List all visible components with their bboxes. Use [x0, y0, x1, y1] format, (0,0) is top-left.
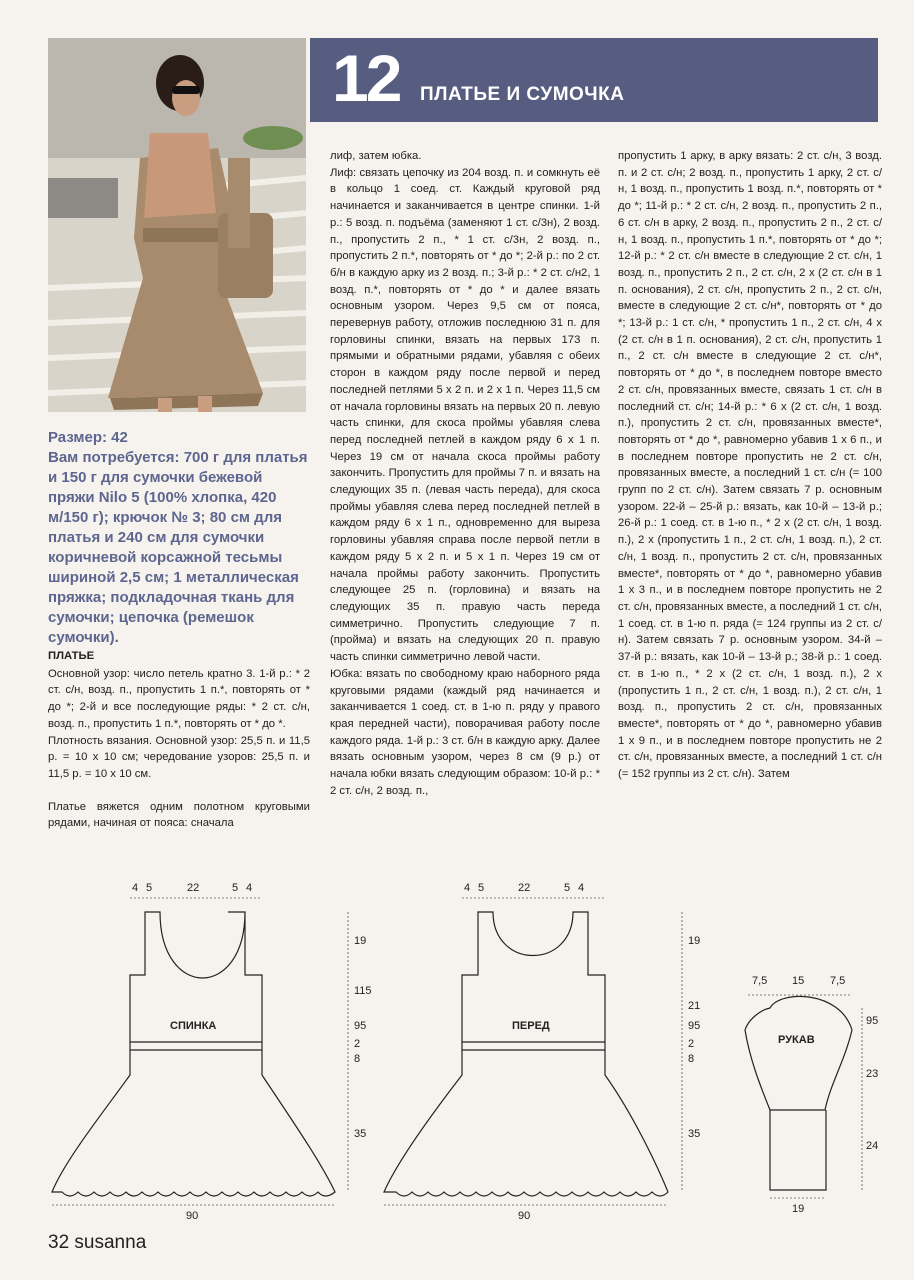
- sleeve-dim-bottom: 19: [792, 1203, 805, 1215]
- back-dim-right-3: 95: [354, 1020, 367, 1032]
- bodice-instructions: Лиф: связать цепочку из 204 возд. п. и сомкнуть её в кольцо 1 соед. ст. Каждый круговой ряд начинается и заканчивается в центре спинки. 1-й р.: 5 возд. п. подъёма (заменяют 1 ст. с/3н), 2 возд. п., пропустить 2 п., * 1 ст. с/3н, 2 возд. п., пропустить 2 п.*, повторять от * до *; 2-й р.: по 2 ст. б/н в каждую арку из 2 возд. п.; 3-й р.: * 2 ст. с/н2, 1 возд. п.*, повторять от * до * и далее вязать основным узором. Через 9,5 см от пояса, перевернув работу, отложив последнюю 31 п. для горловины спинки, вязать на первых 173 п. прямыми и обратными рядами, убавляя с обеих сторон в каждом ряду после первой и перед последней петлями 5 х 2 п. и 2 х 1 п. Через 11,5 см от начала горловины вязать на первых 20 п. левую часть спинки, для скоса проймы убавляя слева перед последней петлей в каждом ряду 6 х 1 п. Через 19 см от начала скоса проймы работу закончить. Пропустить для проймы 7 п. и вязать на следующих 35 п. (левая часть переда), для скоса проймы убавляя слева перед последней петлей в каждом ряду 6 х 1 п., одновременно для выреза горловины убавляя справа после первой петли в каждом ряду 5 х 2 п. и 5 х 1 п. Через 19 см от начала проймы работу закончить. Пропустить следующее 25 п. (горловина) и вязать на следующих 35 п. правую часть переда симметрично. Пропустить следующие 7 п. (пройма) и вязать на следующих 20 п. правую часть спинки симметрично левой части.: [330, 166, 600, 664]
- sleeve-dim-right-1: 95: [866, 1015, 879, 1027]
- front-dim-right-3: 95: [688, 1020, 701, 1032]
- sleeve-dim-top-1: 7,5: [752, 975, 768, 987]
- front-dim-right-1: 19: [688, 935, 701, 947]
- front-dim-bottom: 90: [518, 1210, 531, 1222]
- back-dim-right-4: 2: [354, 1038, 361, 1050]
- front-dim-right-6: 35: [688, 1128, 701, 1140]
- sleeve-dim-top-3: 7,5: [830, 975, 846, 987]
- sleeve-label: РУКАВ: [778, 1034, 815, 1046]
- front-dim-top-1: 4: [464, 882, 471, 894]
- article-title: ПЛАТЬЕ И СУМОЧКА: [420, 84, 625, 105]
- skirt-instructions: Юбка: вязать по свободному краю наборного ряда круговыми рядами (каждый ряд начинается и заканчивается 1 соед. ст. в 1-ю п. ряду у правого края передней части), поворачивая работу после каждого ряда. 1-й р.: 3 ст. б/н в каждую арку. Далее вязать основным узором, через 8 см (9 р.) от начала юбки вязать следующим образом: 10-й р.: * 2 ст. с/н, 2 возд. п.,: [330, 667, 600, 797]
- size-info: Размер: 42: [48, 429, 128, 446]
- page-footer: [48, 1232, 146, 1254]
- section-heading-dress: ПЛАТЬЕ: [48, 650, 95, 662]
- front-label: ПЕРЕД: [512, 1020, 550, 1032]
- back-dim-top-4: 5: [232, 882, 239, 894]
- front-schematic-outline: [384, 912, 668, 1196]
- front-dim-top-2: 5: [478, 882, 485, 894]
- sleeve-schematic-outline: [745, 996, 852, 1110]
- back-dim-top-1: 4: [132, 882, 139, 894]
- pattern-description: Основной узор: число петель кратно 3. 1-й р.: * 2 ст. с/н, возд. п., пропустить 1 п.*, повторять от * до *; 2-й и все последующие ряды: * 2 ст. с/н, возд. п., пропустить 1 п.*, повторять от * до *.: [48, 667, 310, 730]
- back-dim-top-5: 4: [246, 882, 253, 894]
- front-dim-top-3: 22: [518, 882, 531, 894]
- sleeve-dim-top-2: 15: [792, 975, 805, 987]
- front-dim-right-2: 21: [688, 1000, 701, 1012]
- col2-paragraph-1: лиф, затем юбка.: [330, 150, 422, 162]
- article-number: 12: [332, 41, 400, 115]
- back-dim-right-5: 8: [354, 1053, 361, 1065]
- back-schematic-outline: [52, 912, 335, 1196]
- front-dim-top-5: 4: [578, 882, 585, 894]
- back-dim-top-3: 22: [187, 882, 200, 894]
- magazine-brand: susanna: [74, 1232, 147, 1253]
- sleeve-dim-right-2: 23: [866, 1068, 879, 1080]
- gauge-description: Плотность вязания. Основной узор: 25,5 п. и 11,5 р. = 10 х 10 см; чередование узоров: 25,5 п. и 11,5 р. = 10 х 10 см.: [48, 734, 310, 780]
- sleeve-dim-right-3: 24: [866, 1140, 879, 1152]
- back-label: СПИНКА: [170, 1020, 217, 1032]
- page-number: 32: [48, 1232, 70, 1253]
- back-dim-top-2: 5: [146, 882, 153, 894]
- intro-paragraph: Платье вяжется одним полотном круговыми рядами, начиная от пояса: сначала: [48, 800, 310, 830]
- skirt-instructions-continued: пропустить 1 арку, в арку вязать: 2 ст. с/н, 3 возд. п. и 2 ст. с/н; 2 возд. п., пропустить 1 арку, 2 ст. с/н, 1 возд. п., пропустить 1 возд. п.*, повторять от * до *; 11-й р.: * 2 ст. с/н, 2 возд. п., пропустить 2 п., 6 ст. с/н в арку, 2 возд. п., пропустить 2 п., 2 ст. с/н, 1 возд. п., пропустить 1 п.*, повторять от * до *; 12-й р.: * 2 ст. с/н вместе в следующие 2 ст. с/н, 1 возд. п., пропустить 2 п., 2 ст. с/н, 2 х (2 ст. с/н в 1 п. основания), 2 ст. с/н, пропустить 2 п., 2 ст. с/н, вместе в следующие 2 ст. с/н*, повторять от * до *; 13-й р.: 1 ст. с/н, * пропустить 1 п., 2 ст. с/н, 4 х (2 ст. с/н в 1 п. основания), 2 ст. с/н, пропустить 1 п., 2 ст. с/н вместе в следующие 2 ст. с/н*, повторять от * до *, в последнем повторе вместо 2 ст. с/н, провязанных вместе, связать 1 ст. с/н в последний ст. с/н; 14-й р.: * 6 х (2 ст. с/н, 1 возд. п.), пропустить 2 ст. с/н, провязанных вместе*, повторять от * до *, равномерно убавив 1 х 6 п., и в последнем повторе пропустить не 2 ст. с/н, провязанных вместе, а последний 1 ст. с/н (= 100 групп по 2 ст. с/н). Затем связать 7 р. основным узором. 22-й – 25-й р.: вязать, как 10-й – 13-й р.; 26-й р.: 1 соед. ст. в 1-ю п., * 2 х (2 ст. с/н, 1 возд. п.), 2 х (пропустить 1 п., 2 ст. с/н, 1 возд. п.), 2 ст. с/н, 1 возд. п., пропустить 2 ст. с/н, провязанных вместе*, повторять от * до *, равномерно убавив 1 х 3 п., и в последнем повторе пропустить не 2 ст. с/н, провязанных вместе, а последний 1 ст. с/н, 1 соед. ст. в 1-ю п. ряда (= 124 группы из 2 ст. с/н). Затем связать 7 р. основным узором. 34-й – 37-й р.: вязать, как 10-й – 13-й р.; 38-й р.: 1 соед. ст. в 1-ю п., * 2 х (2 ст. с/н, 1 возд. п.), 2 х (пропустить 1 п., 2 ст. с/н, 1 возд. п.), 2 ст. с/н, 1 возд. п., пропустить 2 ст. с/н, провязанных вместе*, повторять от * до *, равномерно убавив 1 х 9 п., и в последнем повторе пропустить не 2 ст. с/н, провязанных вместе, а последний 1 ст. с/н (= 152 группы из 2 ст. с/н). Затем: [618, 150, 882, 781]
- front-dim-top-4: 5: [564, 882, 571, 894]
- back-dim-right-1: 19: [354, 935, 367, 947]
- front-dim-right-5: 8: [688, 1053, 695, 1065]
- back-dim-right-2: 115: [354, 985, 372, 997]
- back-dim-bottom: 90: [186, 1210, 199, 1222]
- front-dim-right-4: 2: [688, 1038, 695, 1050]
- materials-info: Вам потребуется: 700 г для платья и 150 г для сумочки бежевой пряжи Nilo 5 (100% хлопка, 420 м/150 г); крючок № 3; 80 см для платья и 240 см для сумочки коричневой корсажной тесьмы шириной 2,5 см; 1 металлическая пряжка; подкладочная ткань для сумочки; цепочка (ремешок сумочки).: [48, 449, 308, 646]
- back-dim-right-6: 35: [354, 1128, 367, 1140]
